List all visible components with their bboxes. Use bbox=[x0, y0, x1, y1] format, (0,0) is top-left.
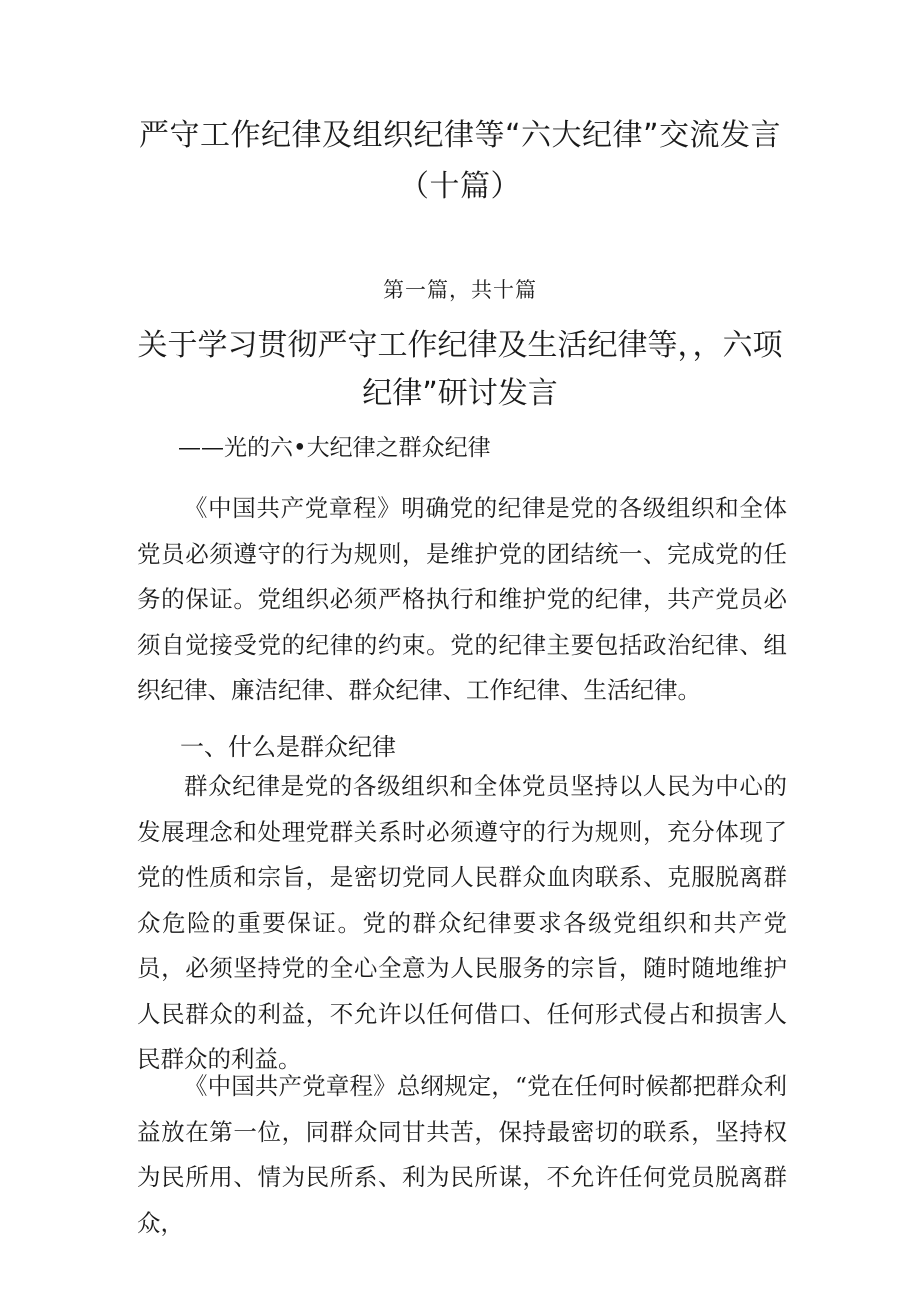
section-heading-1: 一、什么是群众纪律 bbox=[180, 733, 396, 761]
document-title-line-2: （十篇） bbox=[399, 169, 521, 204]
body-paragraph-1: 《中国共产党章程》明确党的纪律是党的各级组织和全体党员必须遵守的行为规则，是维护党的团结统一、完成党的任务的保证。党组织必须严格执行和维护党的纪律，共产党员必须自觉接受党的纪律的约束。党的纪律主要包括政治纪律、组织纪律、廉洁纪律、群众纪律、工作纪律、生活纪律。 bbox=[137, 494, 787, 704]
article-byline: ——光的六•大纪律之群众纪律 bbox=[178, 435, 491, 461]
document-title-line-1: 严守工作纪律及组织纪律等“六大纪律”交流发言 bbox=[138, 118, 782, 153]
part-label: 第一篇，共十篇 bbox=[383, 278, 537, 302]
article-title-line-1: 关于学习贯彻严守工作纪律及生活纪律等，，六项 bbox=[137, 328, 783, 363]
body-paragraph-2: 群众纪律是党的各级组织和全体党员坚持以人民为中心的发展理念和处理党群关系时必须遵守的行为规则，充分体现了党的性质和宗旨，是密切党同人民群众血肉联系、克服脱离群众危险的重要保证。党的群众纪律要求各级党组织和共产党员，必须坚持党的全心全意为人民服务的宗旨，随时随地维护人民群众的利益，不允许以任何借口、任何形式侵占和损害人民群众的利益。 bbox=[137, 772, 787, 1073]
article-title-line-2: 纪律”研讨发言 bbox=[362, 376, 558, 411]
body-paragraph-3: 《中国共产党章程》总纲规定，“党在任何时候都把群众利益放在第一位，同群众同甘共苦，保持最密切的联系，坚持权为民所用、情为民所系、利为民所谋，不允许任何党员脱离群众， bbox=[137, 1072, 787, 1237]
